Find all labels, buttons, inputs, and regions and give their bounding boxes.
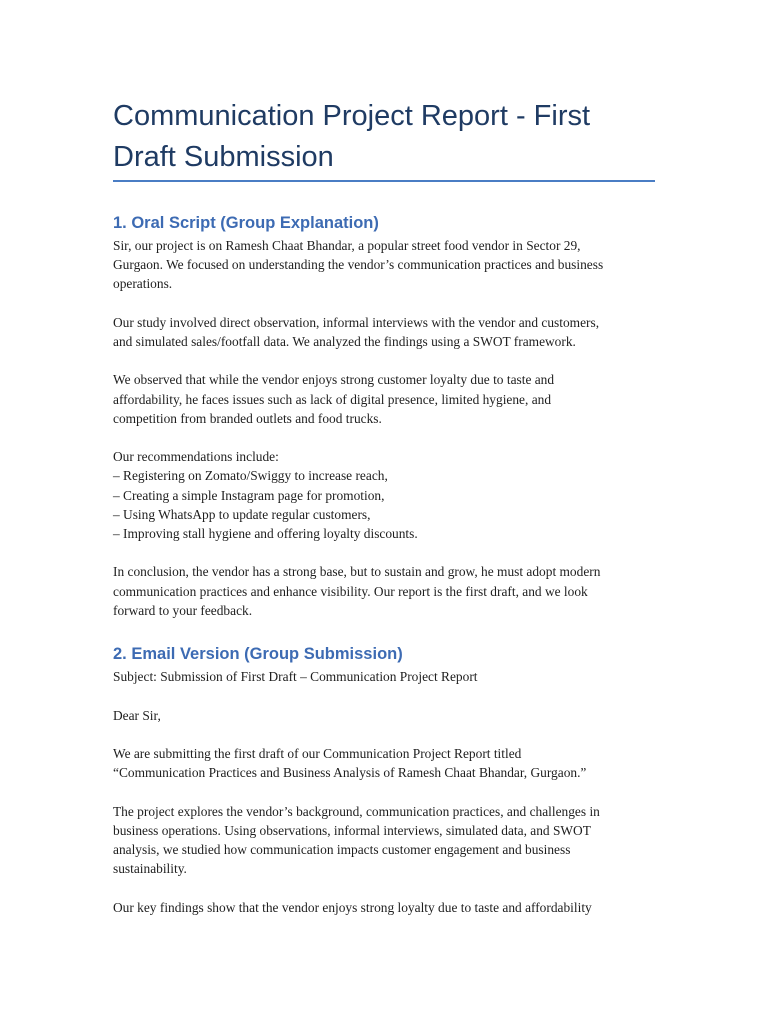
section-heading: 2. Email Version (Group Submission) (113, 645, 403, 664)
email-salutation (113, 706, 655, 725)
section-email-version (113, 643, 655, 917)
email-subject (113, 667, 655, 686)
text-line: We are submitting the first draft of our Communication Project Report titled (113, 745, 522, 761)
document-title-line: Draft Submission (113, 141, 334, 173)
text-line: operations. (113, 276, 173, 292)
text-line: Gurgaon. We focused on understanding the vendor’s communication practices and business (113, 257, 604, 273)
paragraph (113, 744, 655, 782)
text-line: Sir, our project is on Ramesh Chaat Bhandar, a popular street food vendor in Sector 29, (113, 238, 581, 253)
text-line: “Communication Practices and Business Analysis of Ramesh Chaat Bhandar, Gurgaon.” (113, 765, 587, 781)
list-item: – Registering on Zomato/Swiggy to increase reach, (113, 468, 388, 484)
text-line: Our key findings show that the vendor enjoys strong loyalty due to taste and affordability (113, 899, 592, 915)
section-heading: 1. Oral Script (Group Explanation) (113, 214, 379, 232)
paragraph (113, 370, 655, 428)
text-line: Our recommendations include: (113, 449, 279, 465)
paragraph (113, 236, 655, 294)
text-line: Subject: Submission of First Draft – Communication Project Report (113, 669, 478, 685)
document-title (113, 96, 655, 180)
document-page (113, 96, 655, 936)
text-line: competition from branded outlets and food trucks. (113, 410, 382, 426)
text-line: Our study involved direct observation, informal interviews with the vendor and customers, (113, 314, 600, 330)
list-item: – Using WhatsApp to update regular customers, (113, 506, 371, 522)
document-title-line: Communication Project Report - First (113, 100, 591, 132)
text-line: Dear Sir, (113, 707, 161, 723)
text-line: communication practices and enhance visibility. Our report is the first draft, and we look (113, 583, 588, 599)
text-line: We observed that while the vendor enjoys strong customer loyalty due to taste and (113, 372, 555, 388)
text-line: forward to your feedback. (113, 602, 253, 618)
paragraph (113, 562, 655, 620)
text-line: affordability, he faces issues such as lack of digital presence, limited hygiene, and (113, 391, 552, 407)
text-line: business operations. Using observations, informal interviews, simulated data, and SWOT (113, 822, 591, 838)
recommendations-list (113, 447, 655, 543)
paragraph (113, 802, 655, 879)
text-line: and simulated sales/footfall data. We analyzed the findings using a SWOT framework. (113, 334, 576, 349)
paragraph (113, 313, 655, 351)
text-line: The project explores the vendor’s background, communication practices, and challenges in (113, 803, 600, 819)
section-oral-script (113, 212, 655, 620)
paragraph (113, 898, 655, 917)
title-underline-divider (113, 180, 655, 182)
list-item: – Creating a simple Instagram page for promotion, (113, 487, 385, 503)
text-line: analysis, we studied how communication impacts customer engagement and business (113, 841, 571, 857)
text-line: sustainability. (113, 861, 187, 877)
text-line: In conclusion, the vendor has a strong base, but to sustain and grow, he must adopt modern (113, 564, 601, 580)
list-item: – Improving stall hygiene and offering loyalty discounts. (113, 526, 418, 541)
